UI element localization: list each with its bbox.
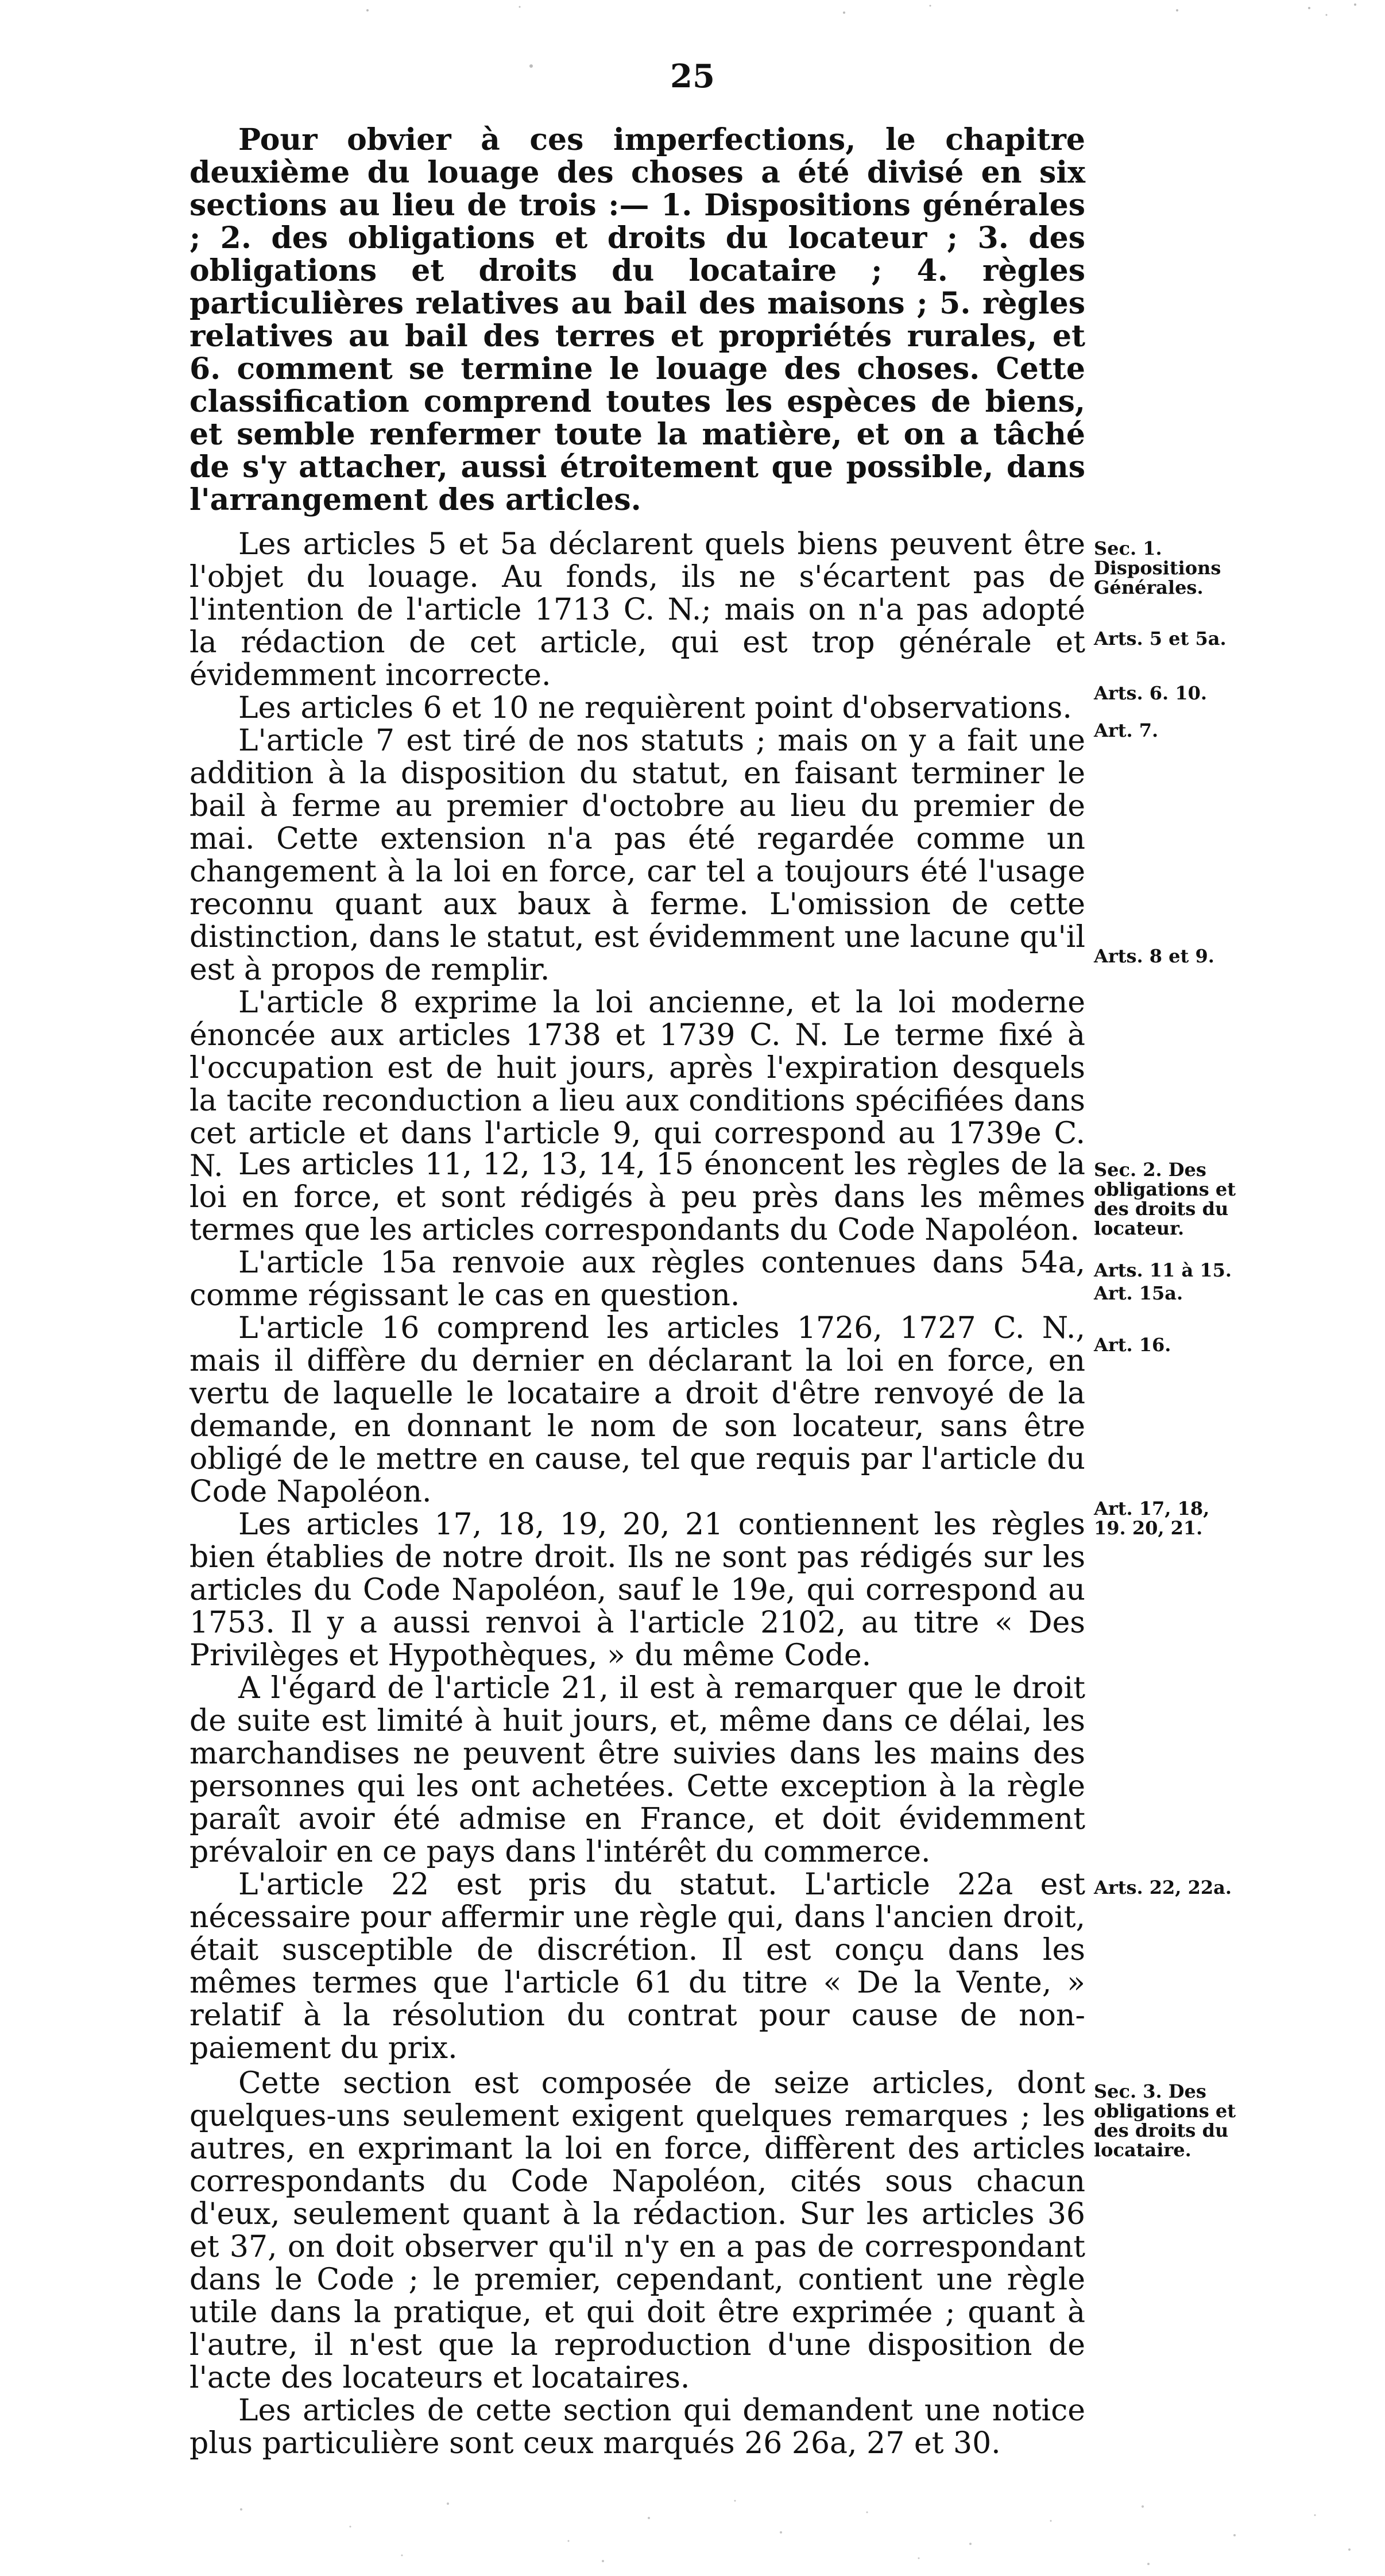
paragraph: Cette section est composée de seize articles, dont quelques-uns seulement exigent quelques remarques ; les autres, en exprimant la loi en force, diffèrent des articles correspondants du Code Napoléon, cités sous chacun d'eux, seulement quant à la rédaction. Sur les articles 36 et 37, on doit observer qu'il n'y en a pas de correspondant dans le Code ; le premier, cependant, contient une règle utile dans la pratique, et qui doit être exprimée ; quant à l'autre, il n'est que la reproduction d'une disposition de l'acte des locateurs et locataires. — [189, 2066, 1085, 2395]
margin-note-arts-6: Arts. 6. 10. — [1094, 682, 1207, 704]
paragraph: L'article 15a renvoie aux règles contenues dans 54a, comme régissant le cas en question. — [189, 1246, 1085, 1313]
intro-text — [189, 123, 1085, 516]
margin-note-art-17: Art. 17, 18, 19. 20, 21. — [1094, 1498, 1210, 1539]
margin-note-art-16: Art. 16. — [1094, 1334, 1171, 1356]
paragraph: Pour obvier à ces imperfections, le chapitre deuxième du louage des choses a été divisé en six sections au lieu de trois :— 1. Dispositions générales ; 2. des obligations et droits du locateur ; 3. des obligations et droits du locataire ; 4. règles particulières relatives au bail des maisons ; 5. règles relatives au bail des terres et propriétés rurales, et 6. comment se termine le louage des choses. Cette classification comprend toutes les espèces de biens, et semble renfermer toute la matière, et on a tâché de s'y attacher, aussi étroitement que possible, dans l'arrangement des articles. — [189, 122, 1085, 517]
paragraph: Les articles 11, 12, 13, 14, 15 énoncent les règles de la loi en force, et sont rédigés à peu près dans les mêmes termes que les articles correspondants du Code Napoléon. — [189, 1147, 1085, 1247]
section-3-text — [189, 2067, 1085, 2460]
scan-noise-bottom — [0, 2486, 1385, 2573]
section-1-text — [189, 528, 1085, 1183]
page-number: 25 — [670, 57, 715, 95]
margin-note-art-15a: Art. 15a. — [1094, 1282, 1183, 1304]
margin-note-arts-22: Arts. 22, 22a. — [1094, 1877, 1232, 1898]
paragraph: L'article 16 comprend les articles 1726, 1727 C. N., mais il diffère du dernier en déclarant la loi en force, en vertu de laquelle le locataire a droit d'être renvoyé de la demande, en donnant le nom de son locateur, sans être obligé de le mettre en cause, tel que requis par l'article du Code Napoléon. — [189, 1311, 1085, 1509]
paragraph: Les articles 5 et 5a déclarent quels biens peuvent être l'objet du louage. Au fonds, ils ne s'écartent pas de l'intention de l'article 1713 C. N.; mais on n'a pas adopté la rédaction de cet article, qui est trop générale et évidemment incorrecte. — [189, 527, 1085, 693]
paragraph: Les articles 17, 18, 19, 20, 21 contiennent les règles bien établies de notre droit. Ils ne sont pas rédigés sur les articles du Code Napoléon, sauf le 19e, qui correspond au 1753. Il y a aussi renvoi à l'article 2102, au titre « Des Privilèges et Hypothèques, » du même Code. — [189, 1507, 1085, 1673]
paragraph: Les articles 6 et 10 ne requièrent point d'observations. — [238, 691, 1072, 725]
margin-note-sec2: Sec. 2. Des obligations et des droits du locateur. — [1094, 1159, 1236, 1239]
section-2-text — [189, 1148, 1085, 2065]
paragraph: A l'égard de l'article 21, il est à remarquer que le droit de suite est limité à huit jours, et, même dans ce délai, les marchandises ne peuvent être suivies dans les mains des personnes qui les ont achetées. Cette exception à la règle paraît avoir été admise en France, et doit évidemment prévaloir en ce pays dans l'intérêt du commerce. — [189, 1671, 1085, 1869]
paragraph: L'article 7 est tiré de nos statuts ; mais on y a fait une addition à la disposition du statut, en faisant terminer le bail à ferme au premier d'octobre au lieu du premier de mai. Cette extension n'a pas été regardée comme un changement à la loi en force, car tel a toujours été l'usage reconnu quant aux baux à ferme. L'omission de cette distinction, dans le statut, est évidemment une lacune qu'il est à propos de remplir. — [189, 724, 1085, 987]
margin-note-arts-11: Arts. 11 à 15. — [1094, 1259, 1232, 1281]
margin-note-sec3: Sec. 3. Des obligations et des droits du locataire. — [1094, 2080, 1236, 2161]
paragraph: Les articles de cette section qui demandent une notice plus particulière sont ceux marqués 26 26a, 27 et 30. — [189, 2393, 1085, 2461]
margin-note-art-7: Art. 7. — [1094, 720, 1159, 741]
margin-note-sec1: Sec. 1. Dispositions Générales. — [1094, 537, 1221, 598]
paragraph: L'article 22 est pris du statut. L'article 22a est nécessaire pour affermir une règle qui, dans l'ancien droit, était susceptible de discrétion. Il est conçu dans les mêmes termes que l'article 61 du titre « De la Vente, » relatif à la résolution du contrat pour cause de non-paiement du prix. — [189, 1867, 1085, 2066]
margin-note-arts-5: Arts. 5 et 5a. — [1094, 628, 1227, 649]
paragraph: L'article 8 exprime la loi ancienne, et la loi moderne énoncée aux articles 1738 et 1739 C. N. Le terme fixé à l'occupation est de huit jours, après l'expiration desquels la tacite reconduction a lieu aux conditions spécifiées dans cet article et dans l'article 9, qui correspond au 1739e C. N. — [189, 985, 1085, 1183]
margin-note-arts-8: Arts. 8 et 9. — [1094, 945, 1214, 967]
